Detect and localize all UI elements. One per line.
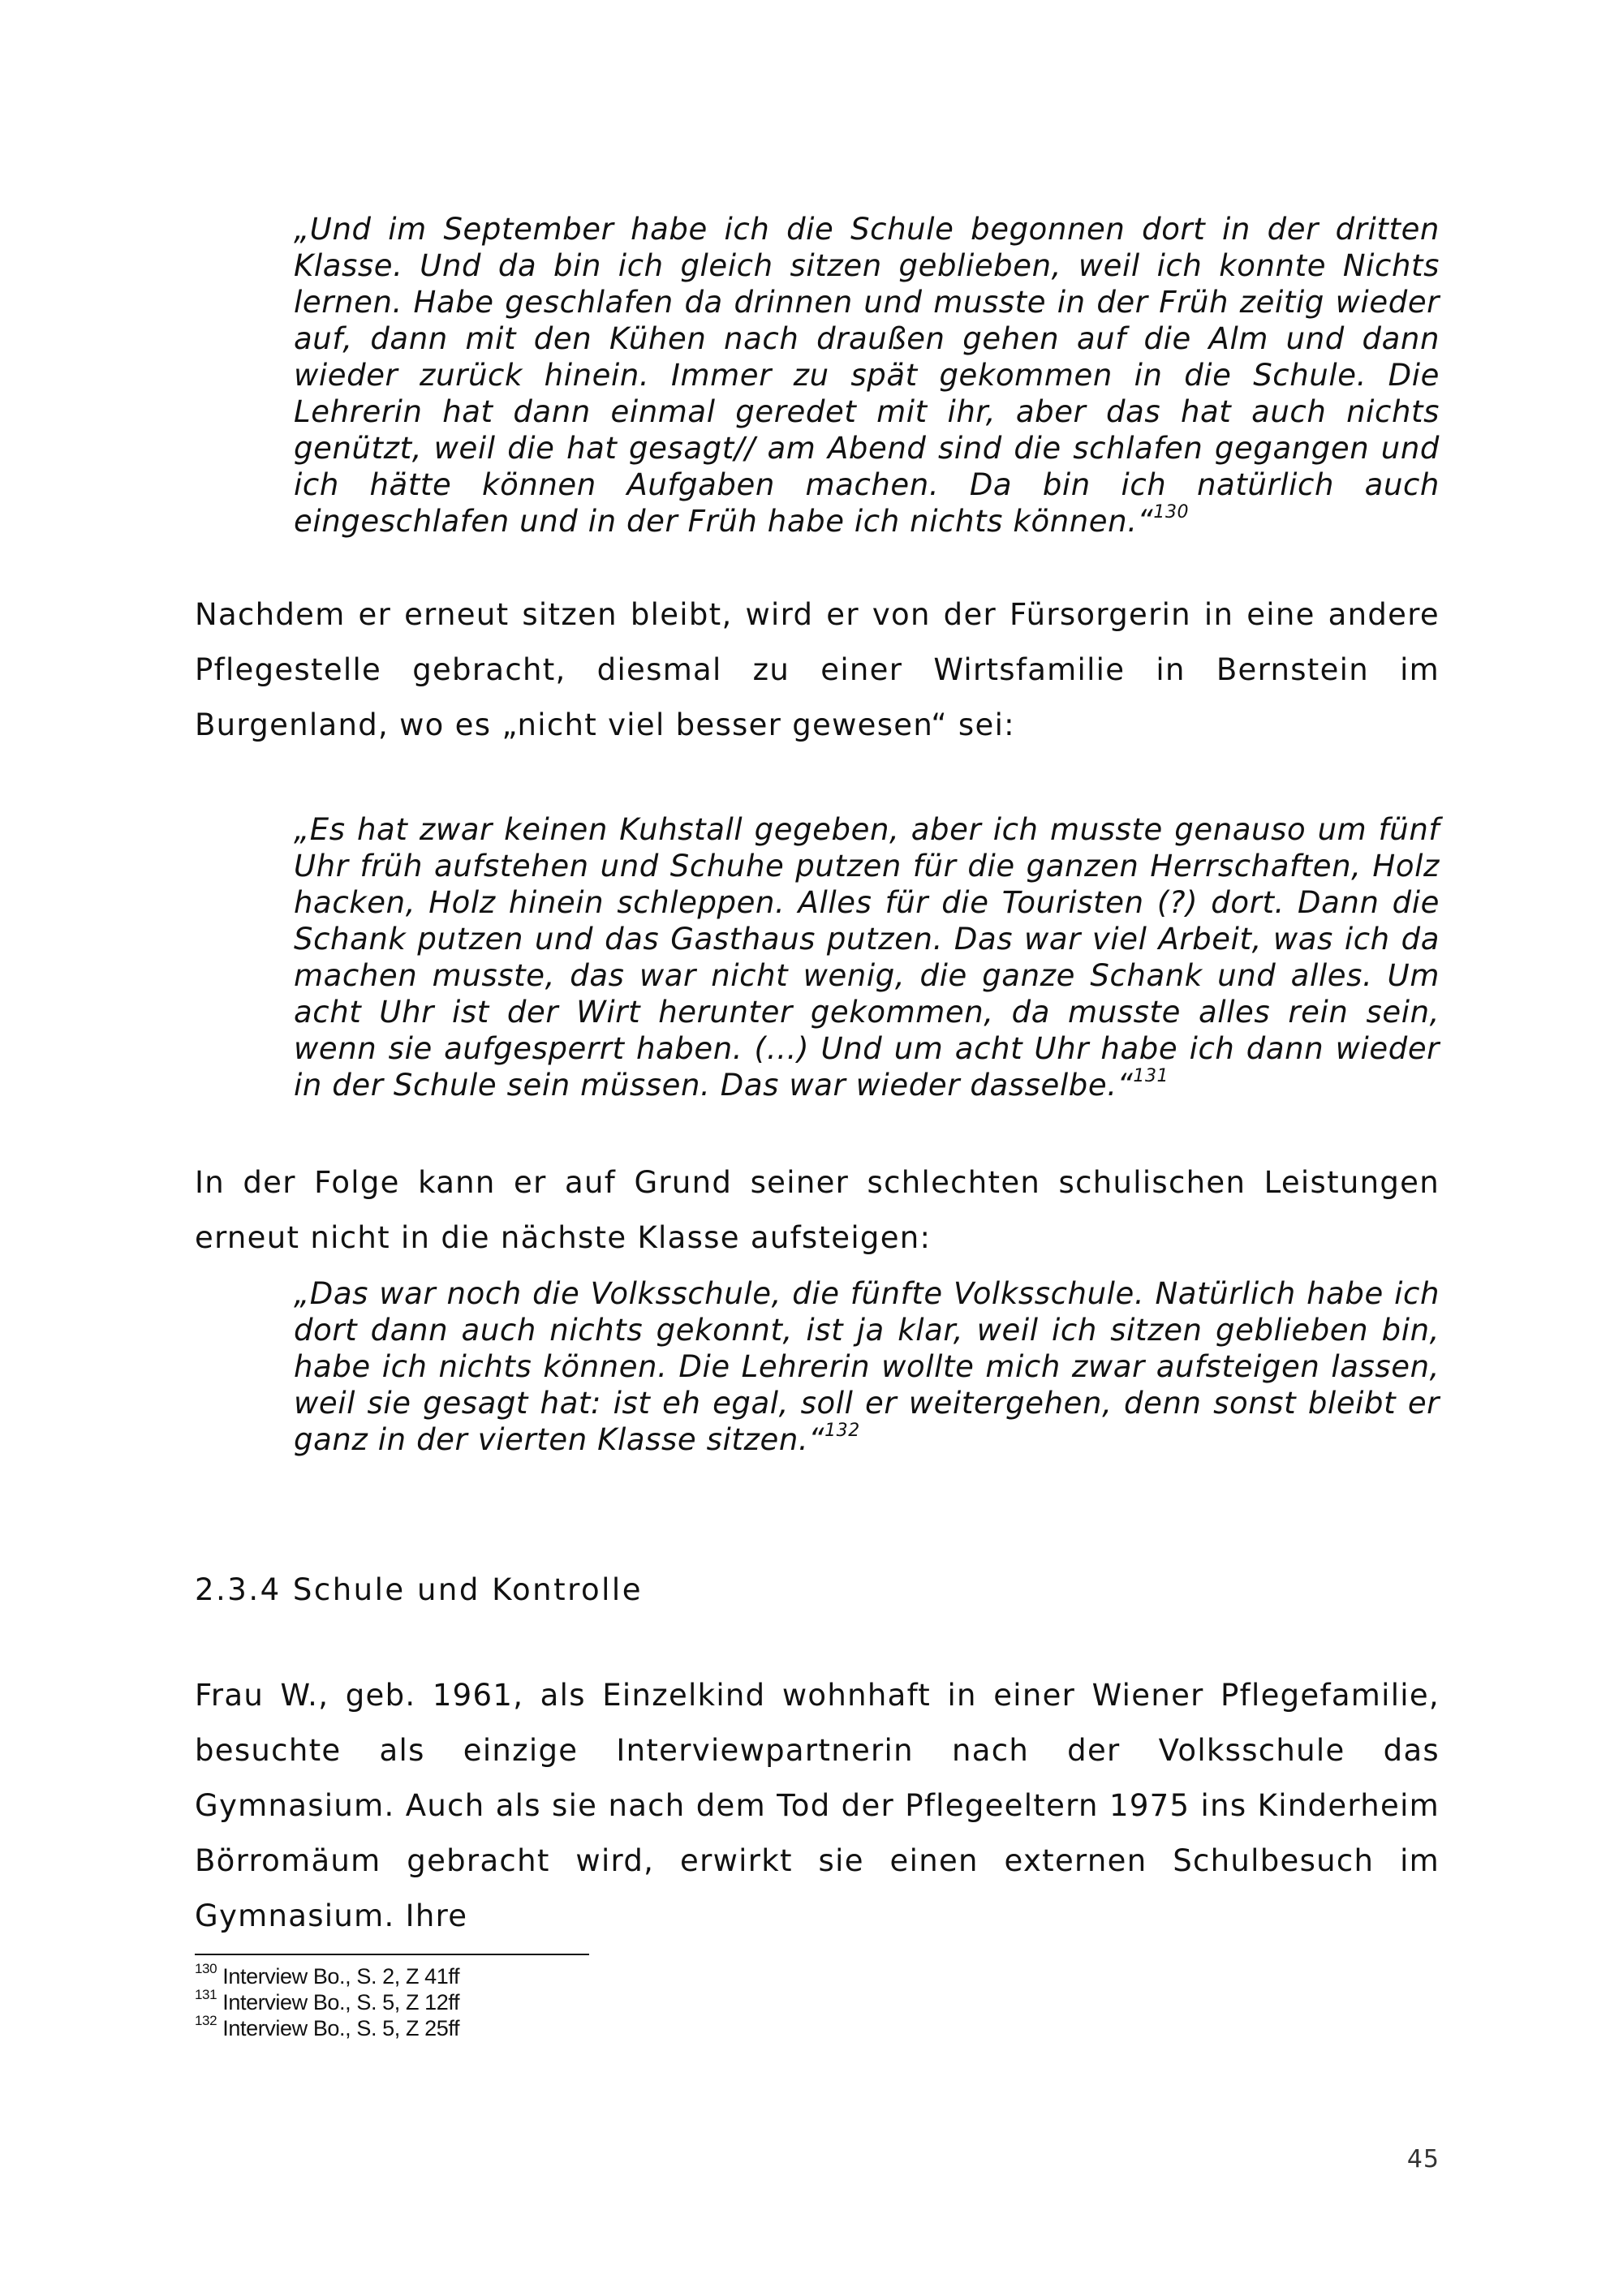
footnote-text: Interview Bo., S. 5, Z 25ff: [222, 2016, 460, 2040]
body-paragraph-1: Nachdem er erneut sitzen bleibt, wird er von der Fürsorgerin in eine andere Pflegestelle gebracht, diesmal zu einer Wirtsfamilie in Bernstein im Burgenland, wo es „nicht viel besser gewesen“ sei:: [195, 597, 1440, 742]
footnote-text: Interview Bo., S. 5, Z 12ff: [222, 1990, 460, 2014]
footnote-ref-132[interactable]: 132: [824, 1420, 860, 1441]
footnote-132: [195, 2015, 459, 2041]
body-paragraph-2: In der Folge kann er auf Grund seiner schlechten schulischen Leistungen erneut nicht in die nächste Klasse aufsteigen:: [195, 1165, 1440, 1255]
footnotes: [195, 1963, 459, 2041]
footnote-ref-130[interactable]: 130: [1153, 501, 1190, 522]
page-number: 45: [1406, 2145, 1440, 2173]
footnote-131: [195, 1989, 459, 2015]
footnote-number: 130: [195, 1961, 217, 1976]
footnote-130: [195, 1963, 459, 1989]
block-quote-2: [294, 811, 1440, 1103]
footnote-ref-131[interactable]: 131: [1133, 1065, 1169, 1086]
block-quote-1: [294, 211, 1440, 540]
section-heading: 2.3.4 Schule und Kontrolle: [195, 1572, 643, 1607]
body-paragraph-3: Frau W., geb. 1961, als Einzelkind wohnhaft in einer Wiener Pflegefamilie, besuchte als einzige Interviewpartnerin nach der Volksschule das Gymnasium. Auch als sie nach dem Tod der Pflegeeltern 1975 ins Kinderheim Börromäum gebracht wird, erwirkt sie einen externen Schulbesuch im Gymnasium. Ihre: [195, 1678, 1440, 1933]
footnote-divider: [195, 1954, 589, 1955]
quote-3-text: „Das war noch die Volksschule, die fünfte Volksschule. Natürlich habe ich dort dann auch nichts gekonnt, ist ja klar, weil ich sitzen geblieben bin, habe ich nichts können. Die Lehrerin wollte mich zwar aufsteigen lassen, weil sie gesagt hat: ist eh egal, soll er weitergehen, denn sonst bleibt er ganz in der vierten Klasse sitzen.“: [294, 1276, 1440, 1457]
footnote-number: 132: [195, 2013, 217, 2028]
quote-2-text: „Es hat zwar keinen Kuhstall gegeben, aber ich musste genauso um fünf Uhr früh aufstehen und Schuhe putzen für die ganzen Herrschaften, Holz hacken, Holz hinein schleppen. Alles für die Touristen (?) dort. Dann die Schank putzen und das Gasthaus putzen. Das war viel Arbeit, was ich da machen musste, das war nicht wenig, die ganze Schank und alles. Um acht Uhr ist der Wirt herunter gekommen, da musste alles rein sein, wenn sie aufgesperrt haben. (…) Und um acht Uhr habe ich dann wieder in der Schule sein müssen. Das war wieder dasselbe.“: [294, 812, 1440, 1103]
footnote-number: 131: [195, 1987, 217, 2002]
quote-1-text: „Und im September habe ich die Schule begonnen dort in der dritten Klasse. Und da bin ich gleich sitzen geblieben, weil ich konnte Nichts lernen. Habe geschlafen da drinnen und musste in der Früh zeitig wieder auf, dann mit den Kühen nach draußen gehen auf die Alm und dann wieder zurück hinein. Immer zu spät gekommen in die Schule. Die Lehrerin hat dann einmal geredet mit ihr, aber das hat auch nichts genützt, weil die hat gesagt// am Abend sind die schlafen gegangen und ich hätte können Aufgaben machen. Da bin ich natürlich auch eingeschlafen und in der Früh habe ich nichts können.“: [294, 212, 1440, 539]
block-quote-3: [294, 1275, 1440, 1458]
footnote-text: Interview Bo., S. 2, Z 41ff: [222, 1964, 460, 1989]
